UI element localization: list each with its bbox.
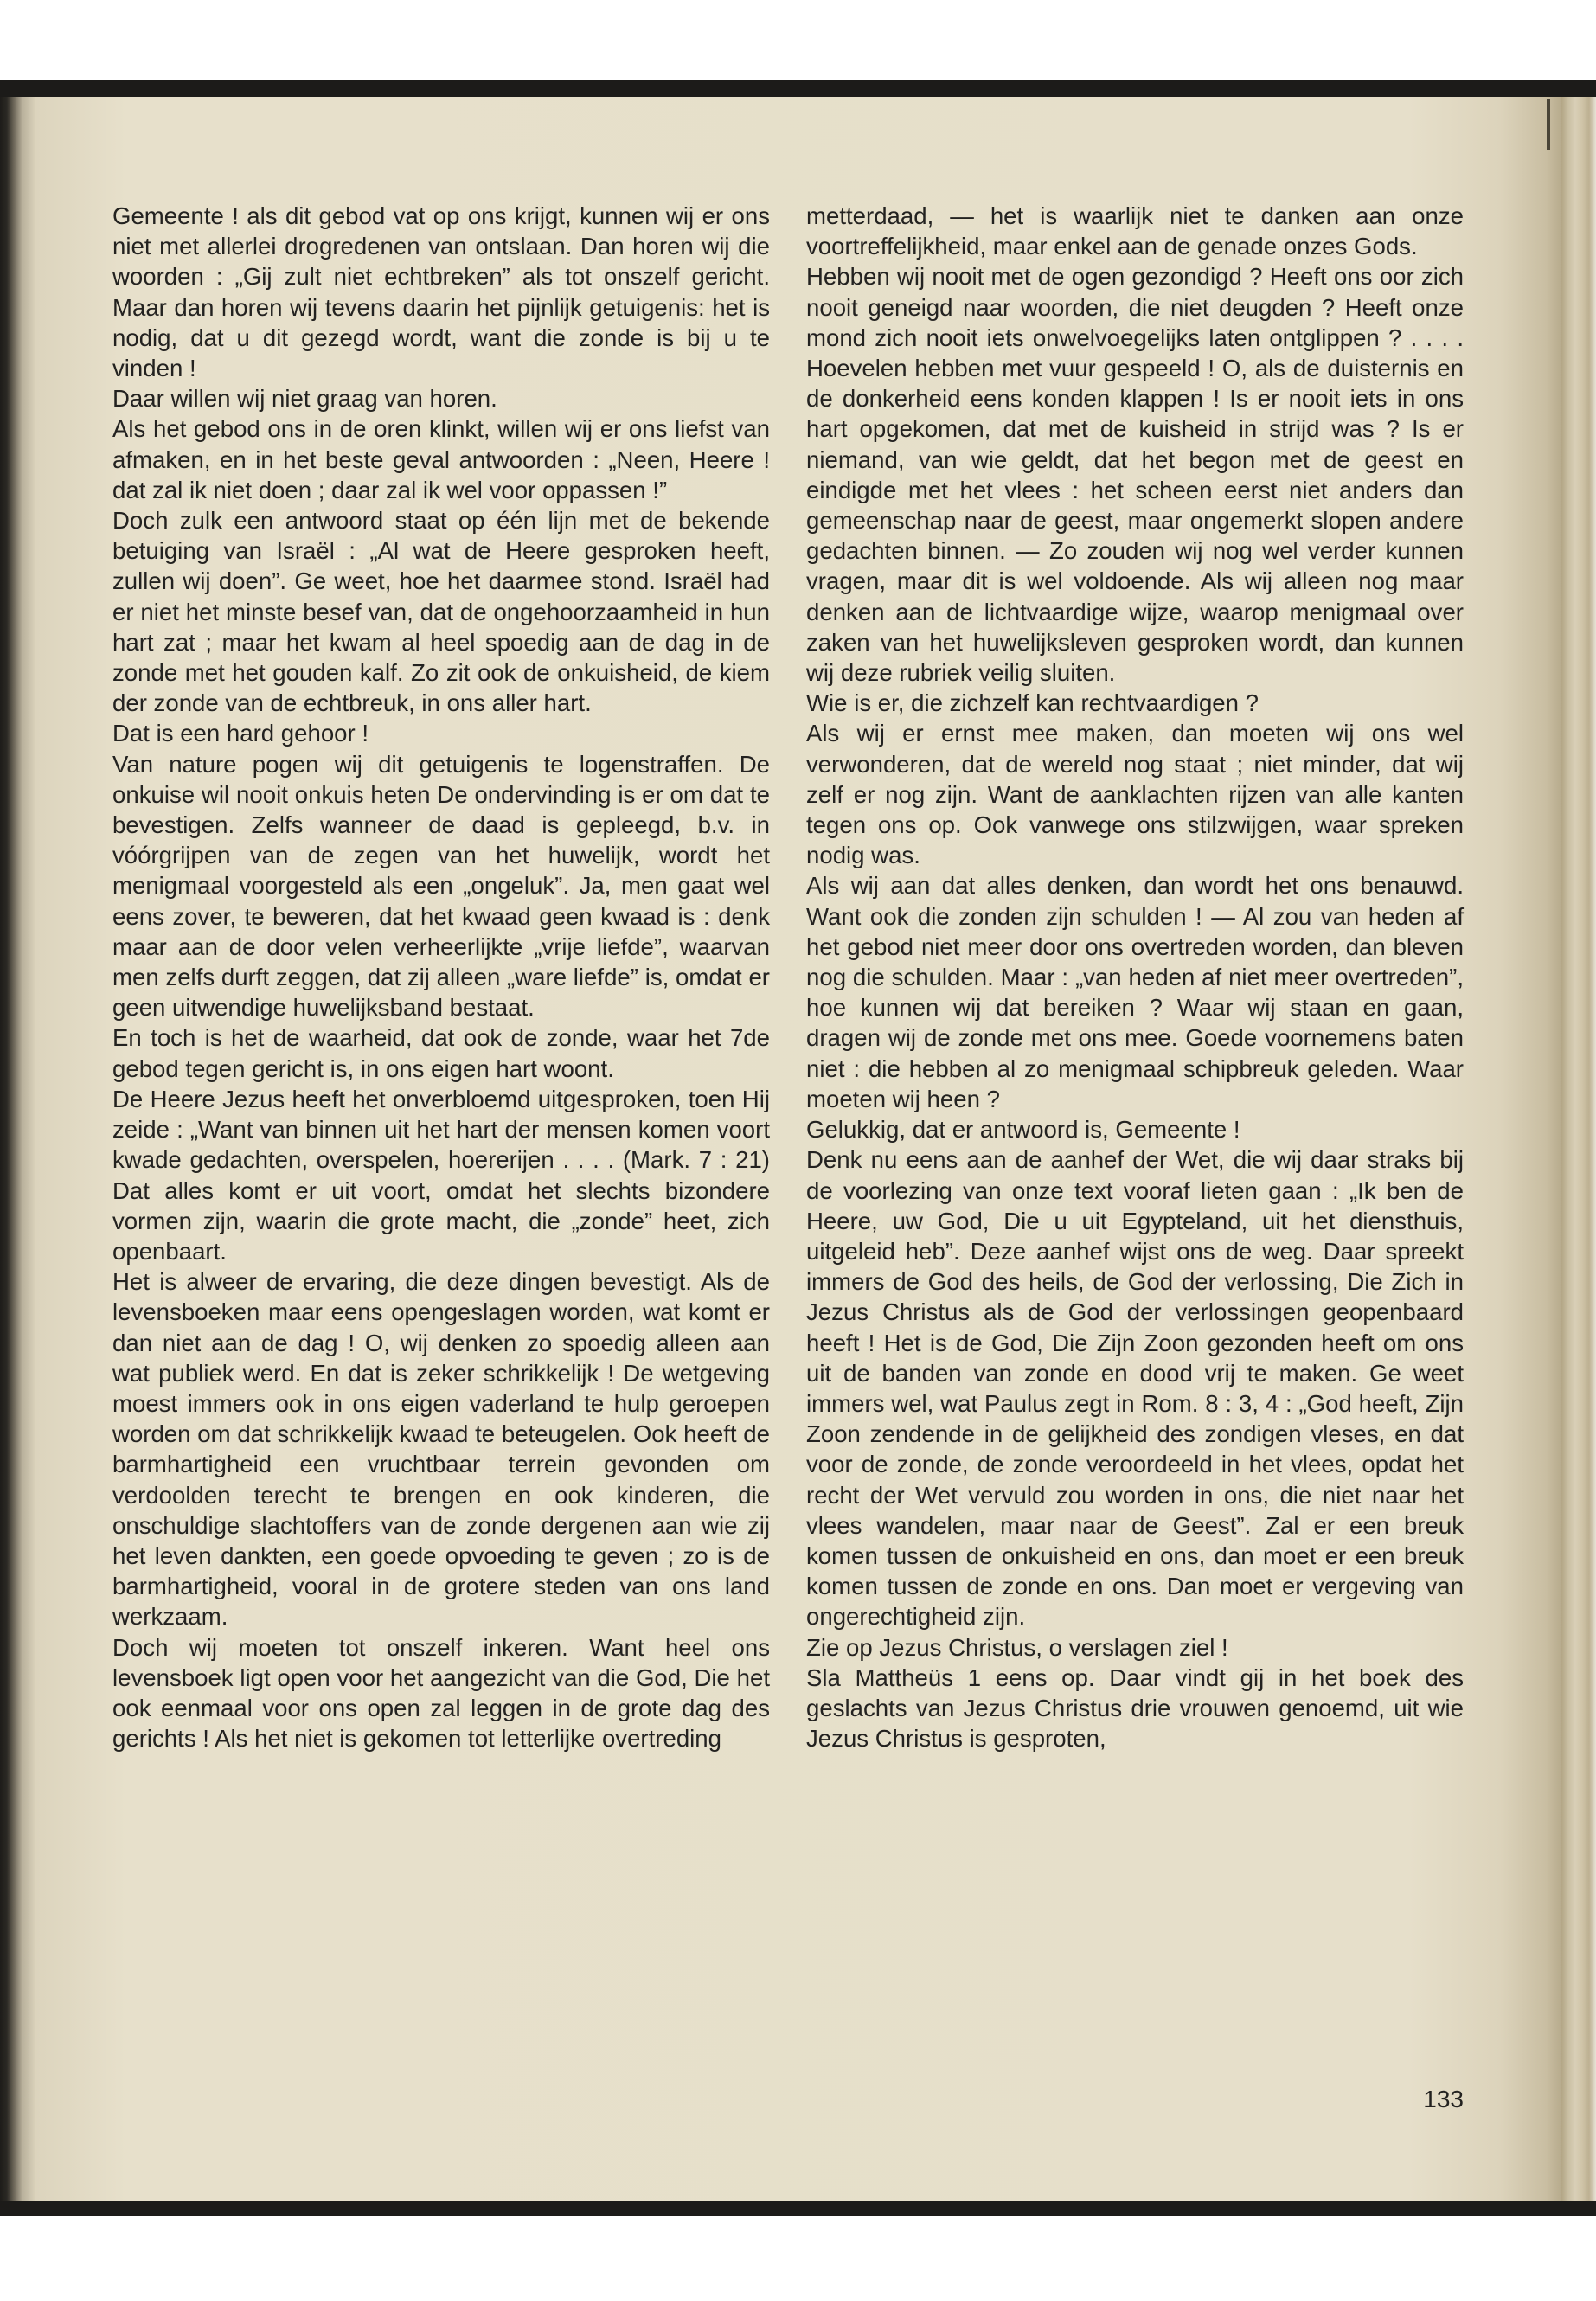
- paragraph: metterdaad, — het is waarlijk niet te danken aan onze voortreffelijkheid, maar enkel aan de genade onzes Gods.: [806, 202, 1464, 260]
- paragraph: Daar willen wij niet graag van horen.: [112, 385, 497, 413]
- paragraph: Zie op Jezus Christus, o verslagen ziel !: [806, 1633, 1228, 1661]
- paragraph: Gemeente ! als dit gebod vat op ons krijgt, kunnen wij er ons niet met allerlei drogredenen van ontslaan. Dan horen wij die woorden : „Gij zult niet echtbreken” als tot onszelf gericht. Maar dan horen wij tevens daarin het pijnlijk getuigenis: het is nodig, dat u dit gezegd wordt, want die zonde is bij u te vinden !: [112, 202, 770, 382]
- paragraph: Dat is een hard gehoor !: [112, 720, 369, 747]
- book-spine-edge: [0, 97, 35, 2202]
- paragraph: De Heere Jezus heeft het onverbloemd uitgesproken, toen Hij zeide : „Want van binnen uit het hart der mensen komen voort kwade gedachten, overspelen, hoererijen . . . . (Mark. 7 : 21) Dat alles komt er uit voort, omdat het slechts bizondere vormen zijn, waarin die grote macht, die „zonde” heet, zich openbaart.: [112, 1085, 770, 1265]
- paragraph: Als wij er ernst mee maken, dan moeten wij ons wel verwonderen, dat de wereld nog staat ; niet minder, dat wij zelf er nog zijn. Want de aanklachten rijzen van alle kanten tegen ons op. Ook vanwege ons stilzwijgen, waar spreken nodig was.: [806, 720, 1464, 869]
- paragraph: Wie is er, die zichzelf kan rechtvaardigen ?: [806, 689, 1259, 717]
- paragraph: Denk nu eens aan de aanhef der Wet, die wij daar straks bij de voorlezing van onze text vooraf lieten gaan : „Ik ben de Heere, uw God, Die u uit Egypteland, uit het diensthuis, uitgeleid heb”. Deze aanhef wijst ons de weg. Daar spreekt immers de God des heils, de God der verlossing, Die Zich in Jezus Christus als de God der verlossingen geopenbaard heeft ! Het is de God, Die Zijn Zoon gezonden heeft om ons uit de banden van zonde en dood vrij te maken. Ge weet immers wel, wat Paulus zegt in Rom. 8 : 3, 4 : „God heeft, Zijn Zoon zendende in de gelijkheid des zondigen vleses, en dat voor de zonde, de zonde veroordeeld in het vlees, opdat het recht der Wet vervuld zou worden in ons, die niet naar het vlees wandelen, maar naar de Geest”. Zal er een breuk komen tussen de onkuisheid en ons, dan moet er een breuk komen tussen de zonde en ons. Dan moet er vergeving van ongerechtigheid zijn.: [806, 1146, 1464, 1631]
- margin-mark: [1547, 99, 1550, 150]
- paragraph: Doch zulk een antwoord staat op één lijn met de bekende betuiging van Israël : „Al wat de Heere gesproken heeft, zullen wij doen”. Ge weet, hoe het daarmee stond. Israël had er niet het minste besef van, dat de ongehoorzaamheid in hun hart zat ; maar het kwam al heel spoedig aan de dag in de zonde met het gouden kalf. Zo zit ook de onkuisheid, de kiem der zonde van de echtbreuk, in ons aller hart.: [112, 507, 770, 717]
- paragraph: Als het gebod ons in de oren klinkt, willen wij er ons liefst van afmaken, en in het beste geval antwoorden : „Neen, Heere ! dat zal ik niet doen ; daar zal ik wel voor oppassen !”: [112, 415, 770, 503]
- paragraph: Het is alweer de ervaring, die deze dingen bevestigt. Als de levensboeken maar eens opengeslagen worden, wat komt er dan niet aan de dag ! O, wij denken zo spoedig alleen aan wat publiek werd. En dat is zeker schrikkelijk ! De wetgeving moest immers ook in ons eigen vaderland te hulp geroepen worden om dat schrikkelijk kwaad te beteugelen. Ook heeft de barmhartigheid een vruchtbaar terrein gevonden om verdoolden terecht te brengen en ook kinderen, die onschuldige slachtoffers van de zonde dergenen aan wie zij het leven dankten, een goede opvoeding te geven ; zo is de barmhartigheid, vooral in de grotere steden van ons land werkzaam.: [112, 1268, 770, 1631]
- paragraph: Doch wij moeten tot onszelf inkeren. Want heel ons levensboek ligt open voor het aangezicht van die God, Die het ook eenmaal voor ons open zal leggen in de grote dag des gerichts ! Als het niet is gekomen tot letterlijke overtreding: [112, 1633, 770, 1753]
- paragraph: Hebben wij nooit met de ogen gezondigd ? Heeft ons oor zich nooit geneigd naar woorden, die niet deugden ? Heeft onze mond zich nooit iets onwelvoegelijks laten ontglippen ? . . . . Hoevelen hebben met vuur gespeeld ! O, als de duisternis en de donkerheid eens konden klappen ! Is er nooit iets in ons hart opgekomen, dat met de kuisheid in strijd was ? Is er niemand, van wie geldt, dat het begon met de geest en eindigde met het vlees : het scheen eerst niet anders dan gemeenschap naar de geest, maar ongemerkt slopen andere gedachten binnen. — Zo zouden wij nog wel verder kunnen vragen, maar dit is wel voldoende. Als wij alleen nog maar denken aan de lichtvaardige wijze, waarop menigmaal over zaken van het huwelijksleven gesproken wordt, dan kunnen wij deze rubriek veilig sluiten.: [806, 263, 1464, 687]
- scan-bottom-border: [0, 2201, 1596, 2216]
- paragraph: Als wij aan dat alles denken, dan wordt het ons benauwd. Want ook die zonden zijn schulden ! — Al zou van heden af het gebod niet meer door ons overtreden worden, dan bleven nog die schulden. Maar : „van heden af niet meer overtreden”, hoe kunnen wij dat bereiken ? Waar wij staan en gaan, dragen wij de zonde met ons mee. Goede voornemens baten niet : die hebben al zo menigmaal schipbreuk geleden. Waar moeten wij heen ?: [806, 872, 1464, 1112]
- page-fore-edge: [1561, 97, 1596, 2202]
- paragraph: Van nature pogen wij dit getuigenis te logenstraffen. De onkuise wil nooit onkuis heten De ondervinding is er om dat te bevestigen. Zelfs wanneer de daad is gepleegd, b.v. in vóórgrijpen van de zegen van het huwelijk, wordt het menigmaal voorgesteld als een „ongeluk”. Ja, men gaat wel eens zover, te beweren, dat het kwaad geen kwaad is : denk maar aan de door velen verheerlijkte „vrije liefde”, waarvan men zelfs durft zeggen, dat zij alleen „ware liefde” is, omdat er geen uitwendige huwelijksband bestaat.: [112, 750, 770, 1022]
- scan-top-border: [0, 80, 1596, 99]
- paragraph: Gelukkig, dat er antwoord is, Gemeente !: [806, 1116, 1240, 1144]
- paragraph: Sla Mattheüs 1 eens op. Daar vindt gij in het boek des geslachts van Jezus Christus drie vrouwen genoemd, uit wie Jezus Christus is gesproten,: [806, 1663, 1464, 1753]
- left-text-column: [112, 201, 770, 1753]
- page-number: 133: [1423, 2086, 1464, 2112]
- right-text-column: [806, 201, 1464, 1753]
- paragraph: En toch is het de waarheid, dat ook de zonde, waar het 7de gebod tegen gericht is, in ons eigen hart woont.: [112, 1024, 770, 1082]
